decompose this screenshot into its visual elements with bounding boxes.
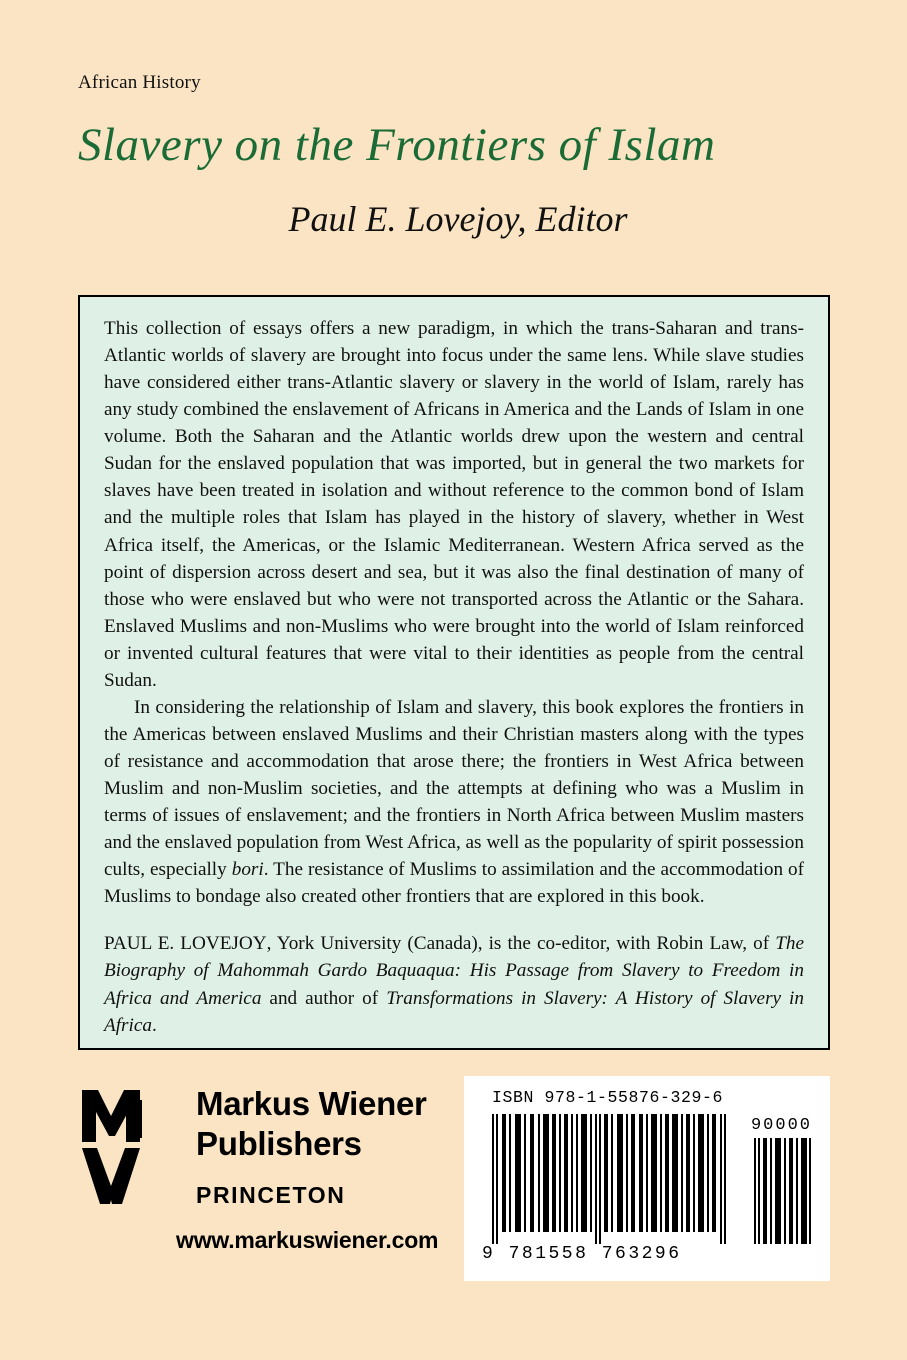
blurb-paragraph-2-part2: . The resistance of Muslims to assimilation and the accommodation of Muslims to bondage also created other frontiers that are explored in this book. (104, 859, 805, 908)
isbn-barcode-panel (464, 1076, 830, 1281)
author-bio-title-1: The Biography of Mahommah Gardo Baquaqua: His Passage from Slavery to Freedom in Africa and America (104, 933, 805, 1009)
author-bio-part3: . (151, 1014, 157, 1036)
book-editor: Paul E. Lovejoy, Editor (288, 199, 628, 239)
author-bio-part2: and author of (261, 987, 387, 1009)
author-bio-title-2: Transformations in Slavery: A History of Slavery in Africa (104, 987, 804, 1036)
publisher-name-line1: Markus Wiener (196, 1085, 427, 1122)
book-category: African History (78, 72, 201, 93)
author-bio (104, 930, 804, 1038)
publisher-name (196, 1084, 427, 1165)
markus-wiener-logo-icon (78, 1086, 183, 1206)
publisher-block (78, 1082, 448, 1267)
blurb-paragraph-2-part1: In considering the relationship of Islam and slavery, this book explores the frontiers in the Americas between enslaved Muslims and their Christian masters along with the types of resistance and accommodation that arose there; the frontiers in West Africa between Muslim and non-Muslim societies, and the attempts at defining who was a Muslim in terms of issues of enslavement; and the frontiers in North Africa between Muslim masters and the enslaved population from West Africa, as well as the popularity of spirit possession cults, especially (104, 696, 804, 881)
isbn-label: ISBN 978-1-55876-329-6 (492, 1088, 724, 1107)
blurb-box (78, 295, 830, 1050)
blurb-paragraph-1: This collection of essays offers a new paradigm, in which the trans-Saharan and trans-Atlantic worlds of slavery are brought into focus under the same lens. While slave studies have considered either trans-Atlantic slavery or slavery in the world of Islam, rarely has any study combined the enslavement of Africans in America and the Lands of Islam in one volume. Both the Saharan and the Atlantic worlds drew upon the western and central Sudan for the enslaved population that was imported, but in general the two markets for slaves have been treated in isolation and without reference to the common bond of Islam and the multiple roles that Islam has played in the history of slavery, whether in West Africa itself, the Americas, or the Islamic Mediterranean. Western Africa served as the point of dispersion across desert and sea, but it was also the final destination of many of those who were enslaved but who were not transported across the Atlantic or the Sahara. Enslaved Muslims and non-Muslims who were brought into the world of Islam reinforced or invented cultural features that were vital to their identities as people from the central Sudan. (104, 318, 804, 691)
publisher-url[interactable]: www.markuswiener.com (176, 1227, 439, 1253)
author-bio-name: PAUL E. LOVEJOY (104, 933, 267, 955)
blurb-term-bori: bori (231, 859, 264, 881)
barcode-main (492, 1114, 730, 1244)
blurb-paragraph-2 (104, 694, 804, 911)
author-bio-part1: , York University (Canada), is the co-editor, with Robin Law, of (266, 933, 776, 955)
publisher-name-line2: Publishers (196, 1125, 362, 1163)
book-title: Slavery on the Frontiers of Islam (78, 119, 716, 171)
publisher-city: PRINCETON (196, 1182, 346, 1208)
barcode-digits: 9 781558 763296 (482, 1244, 682, 1264)
barcode-addon (754, 1138, 812, 1244)
isbn-addon-digits: 90000 (750, 1116, 812, 1135)
